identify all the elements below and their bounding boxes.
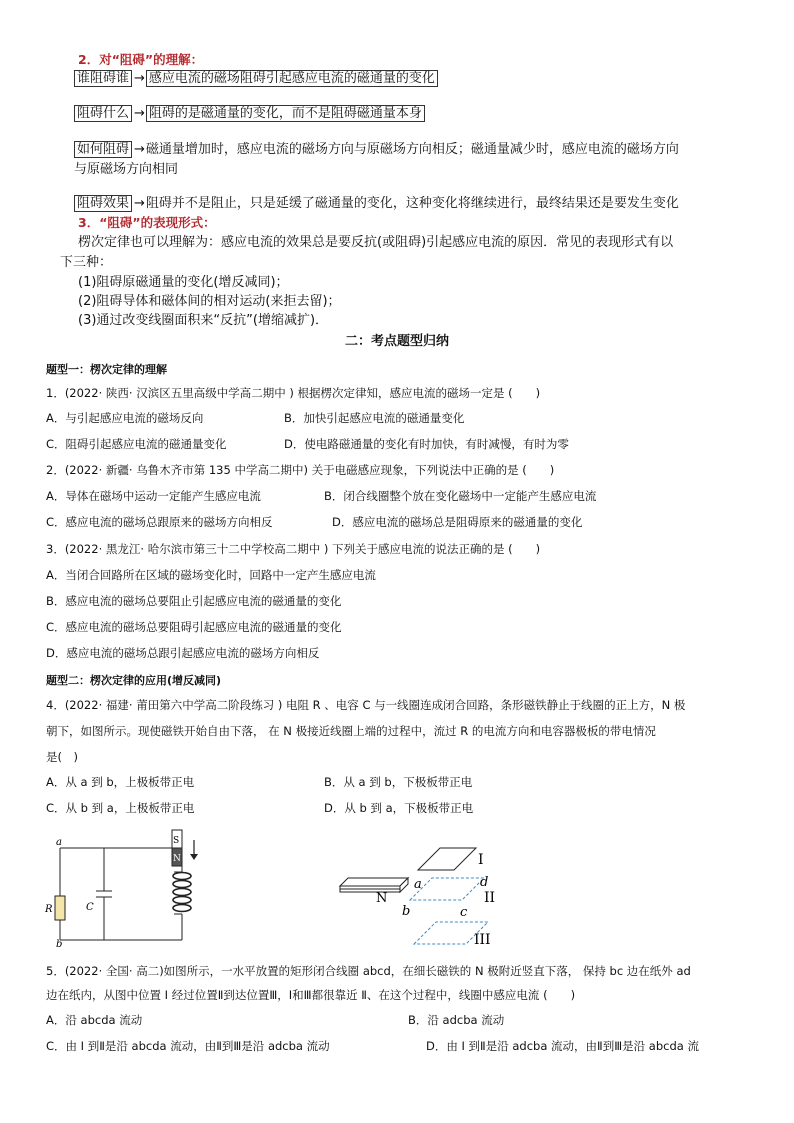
label-position-2: II	[484, 890, 496, 906]
section-title: 二：考点题型归纳	[344, 334, 449, 349]
q2-option-d: D．感应电流的磁场总是阻碍原来的磁通量的变化	[332, 515, 583, 529]
circuit-figure	[42, 826, 212, 948]
q2-option-a: A．导体在磁场中运动一定能产生感应电流	[46, 489, 261, 503]
q4-stem-line2: 朝下，如图所示。现使磁铁开始自由下落， 在 N 极接近线圈上端的过程中，流过 R 的电流方向和电容器极板的带电情况	[46, 724, 656, 738]
part2-item-2-label: 阻碍什么	[74, 105, 132, 122]
q1-stem: 1．(2022· 陕西· 汉滨区五里高级中学高二期中 ) 根据楞次定律知，感应电流的磁场一定是 ( )	[46, 386, 541, 400]
q3-option-a: A．当闭合回路所在区域的磁场变化时，回路中一定产生感应电流	[46, 568, 376, 582]
q3-option-d: D．感应电流的磁场总跟引起感应电流的磁场方向相反	[46, 646, 320, 660]
q5-stem-line1: 5．(2022· 全国· 高二)如图所示，一水平放置的矩形闭合线圈 abcd，在细长磁铁的 N 极附近竖直下落， 保持 bc 边在纸外 ad	[46, 964, 691, 978]
part3-form-3: (3)通过改变线圈面积来“反抗”(增缩减扩)．	[78, 313, 329, 328]
label-corner-d: d	[480, 875, 489, 890]
q4-stem-line3: 是( )	[46, 750, 78, 764]
q2-option-b: B．闭合线圈整个放在变化磁场中一定能产生感应电流	[324, 489, 597, 503]
q5-option-d: D．由 Ⅰ 到Ⅱ是沿 adcba 流动，由Ⅱ到Ⅲ是沿 abcda 流	[426, 1039, 699, 1053]
part2-item-4	[74, 194, 679, 213]
q1-option-b: B．加快引起感应电流的磁通量变化	[284, 411, 465, 425]
part2-item-3-line2: 与原磁场方向相同	[74, 162, 179, 177]
coil-symbol	[173, 873, 191, 912]
q1-option-a: A．与引起感应电流的磁场反向	[46, 411, 204, 425]
arrow-right-icon: →	[134, 71, 145, 86]
label-a: a	[56, 837, 62, 848]
q4-stem-line1: 4．(2022· 福建· 莆田第六中学高二阶段练习 ) 电阻 R 、电容 C 与一线圈连成闭合回路，条形磁铁静止于线圈的正上方，N 极	[46, 698, 686, 712]
q1-option-c: C．阻碍引起感应电流的磁通量变化	[46, 437, 227, 451]
arrow-right-icon: →	[134, 106, 145, 121]
q3-stem: 3．(2022· 黑龙江· 哈尔滨市第三十二中学校高二期中 ) 下列关于感应电流的说法正确的是 ( )	[46, 542, 541, 556]
label-b: b	[56, 939, 63, 948]
q2-stem: 2．(2022· 新疆· 乌鲁木齐市第 135 中学高二期中) 关于电磁感应现象，下列说法中正确的是 ( )	[46, 463, 555, 477]
arrow-right-icon: →	[134, 142, 145, 157]
part2-item-1	[74, 69, 439, 88]
part2-item-1-text: 感应电流的磁场阻碍引起感应电流的磁通量的变化	[146, 70, 438, 87]
part2-item-1-label: 谁阻碍谁	[74, 70, 132, 87]
q5-option-c: C．由 Ⅰ 到Ⅱ是沿 abcda 流动，由Ⅱ到Ⅲ是沿 adcba 流动	[46, 1039, 330, 1053]
magnet-n-label: N	[376, 891, 388, 906]
arrow-right-icon: →	[134, 196, 145, 211]
part2-heading: 2．对“阻碍”的理解：	[78, 52, 204, 67]
part2-item-2-text: 阻碍的是磁通量的变化，而不是阻碍磁通量本身	[146, 105, 425, 122]
q4-option-b: B．从 a 到 b，下极板带正电	[324, 775, 473, 789]
q2-option-c: C．感应电流的磁场总跟原来的磁场方向相反	[46, 515, 273, 529]
part3-form-2: (2)阻碍导体和磁体间的相对运动(来拒去留)；	[78, 294, 341, 309]
q4-option-a: A．从 a 到 b，上极板带正电	[46, 775, 195, 789]
part3-intro-line2: 下三种：	[60, 255, 113, 270]
resistor-symbol	[55, 896, 65, 920]
label-s: S	[173, 836, 180, 846]
q5-option-b: B．沿 adcba 流动	[408, 1013, 505, 1027]
part2-item-4-text: 阻碍并不是阻止，只是延缓了磁通量的变化，这种变化将继续进行，最终结果还是要发生变化	[145, 196, 679, 211]
coil-positions-figure	[338, 836, 510, 954]
part2-item-3-label: 如何阻碍	[74, 141, 132, 158]
label-r: R	[45, 904, 53, 915]
q3-option-b: B．感应电流的磁场总要阻止引起感应电流的磁通量的变化	[46, 594, 342, 608]
type2-title: 题型二：楞次定律的应用(增反减同)	[46, 674, 222, 687]
label-n: N	[173, 854, 181, 864]
q5-stem-line2: 边在纸内，从图中位置 Ⅰ 经过位置Ⅱ到达位置Ⅲ，Ⅰ和Ⅲ都很靠近 Ⅱ、在这个过程中，线圈中感应电流 ( )	[46, 988, 576, 1002]
part2-item-2	[74, 104, 426, 123]
label-c: C	[86, 902, 94, 913]
part2-item-3-line1: 磁通量增加时，感应电流的磁场方向与原磁场方向相反；磁通量减少时，感应电流的磁场方向	[145, 142, 679, 157]
part2-item-4-label: 阻碍效果	[74, 195, 132, 212]
label-position-1: I	[478, 852, 484, 868]
label-corner-a: a	[414, 877, 422, 892]
label-corner-c: c	[460, 905, 468, 920]
q3-option-c: C．感应电流的磁场总要阻碍引起感应电流的磁通量的变化	[46, 620, 342, 634]
part3-intro-line1: 楞次定律也可以理解为：感应电流的效果总是要反抗(或阻碍)引起感应电流的原因．常见的表现形式有以	[78, 235, 674, 250]
label-position-3: III	[474, 932, 491, 948]
q5-option-a: A．沿 abcda 流动	[46, 1013, 143, 1027]
type1-title: 题型一：楞次定律的理解	[46, 363, 167, 376]
part2-item-3	[74, 140, 679, 159]
q4-option-d: D．从 b 到 a，下极板带正电	[324, 801, 474, 815]
part3-heading: 3．“阻碍”的表现形式：	[78, 215, 216, 230]
q4-option-c: C．从 b 到 a，上极板带正电	[46, 801, 195, 815]
part3-form-1: (1)阻碍原磁通量的变化(增反减同)；	[78, 275, 289, 290]
coil-position-1	[418, 848, 476, 870]
q1-option-d: D．使电路磁通量的变化有时加快，有时减慢，有时为零	[284, 437, 569, 451]
label-corner-b: b	[402, 904, 411, 919]
